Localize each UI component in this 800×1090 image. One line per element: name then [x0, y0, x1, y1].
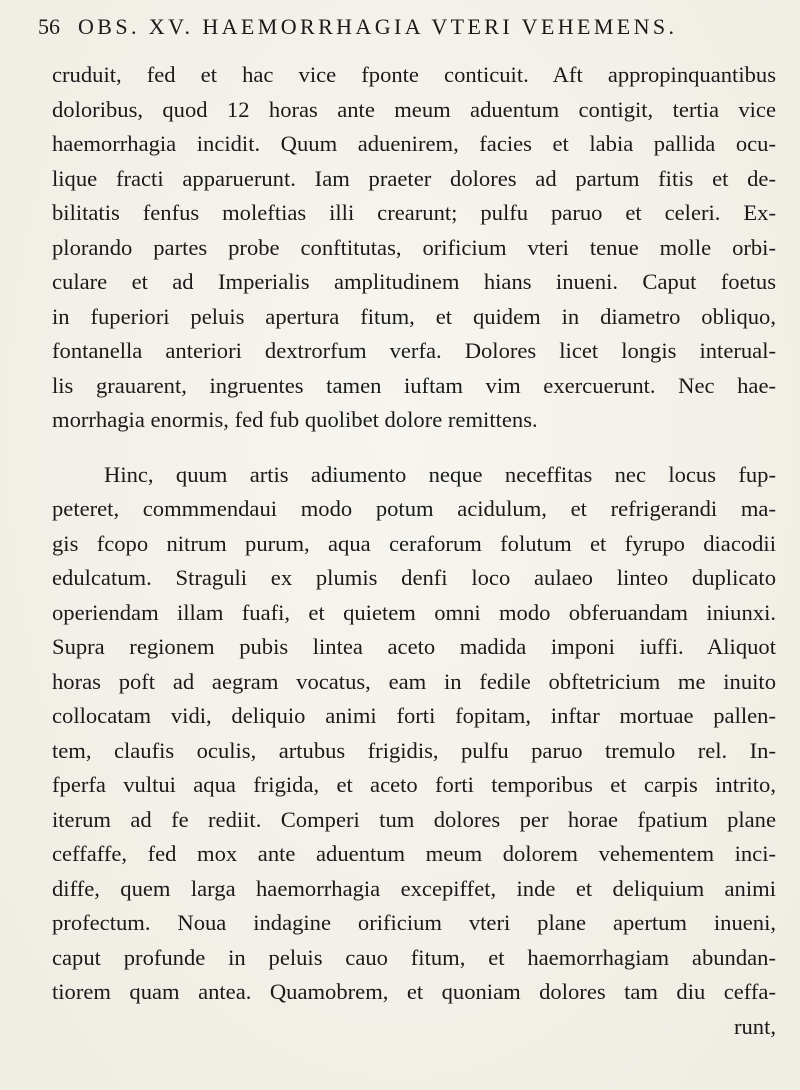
text-line: peteret, commmendaui modo potum acidulum, et refrigerandi ma-: [52, 496, 776, 521]
text-line: lis grauarent, ingruentes tamen iuftam vim exercuerunt. Nec hae-: [52, 372, 776, 398]
text-line: gis fcopo nitrum purum, aqua ceraforum folutum et fyrupo diacodii: [52, 530, 776, 556]
text-line: ceffaffe, fed mox ante aduentum meum dolorem vehementem inci-: [52, 841, 776, 866]
page-number: 56: [38, 14, 60, 39]
text-line: morrhagia enormis, fed fub quolibet dolore remittens.: [52, 407, 538, 432]
text-line: operiendam illam fuafi, et quietem omni modo obferuandam iniunxi.: [52, 599, 776, 625]
text-line: culare et ad Imperialis amplitudinem hians inueni. Caput foetus: [52, 269, 776, 294]
text-line: in fuperiori peluis apertura fitum, et quidem in diametro obliquo,: [52, 303, 776, 329]
catchword: runt,: [733, 1013, 776, 1039]
text-line: doloribus, quod 12 horas ante meum aduentum contigit, tertia vice: [52, 96, 776, 122]
text-line: plorando partes probe conftitutas, orificium vteri tenue molle orbi-: [52, 234, 776, 260]
text-line: haemorrhagia incidit. Quum aduenirem, facies et labia pallida ocu-: [52, 131, 776, 156]
text-line: edulcatum. Straguli ex plumis denfi loco aulaeo linteo duplicato: [52, 565, 776, 590]
paragraph-1: [52, 58, 776, 438]
text-line: fperfa vultui aqua frigida, et aceto forti temporibus et carpis intrito,: [52, 772, 776, 797]
text-line: tiorem quam antea. Quamobrem, et quoniam dolores tam diu ceffa-: [52, 979, 776, 1004]
paragraph-gap: [52, 438, 776, 458]
text-line: caput profunde in peluis cauo fitum, et haemorrhagiam abundan-: [52, 944, 776, 970]
text-line: lique fracti apparuerunt. Iam praeter dolores ad partum fitis et de-: [52, 165, 776, 191]
text-line: collocatam vidi, deliquio animi forti fopitam, inftar mortuae pallen-: [52, 703, 776, 728]
text-line: horas poft ad aegram vocatus, eam in fedile obftetricium me inuito: [52, 668, 776, 694]
text-line: profectum. Noua indagine orificium vteri plane apertum inueni,: [52, 910, 776, 935]
running-title: OBS. XV. HAEMORRHAGIA VTERI VEHEMENS.: [78, 14, 678, 39]
text-line: bilitatis fenfus moleftias illi crearunt; pulfu paruo et celeri. Ex-: [52, 200, 776, 225]
text-line: iterum ad fe rediit. Comperi tum dolores per horae fpatium plane: [52, 806, 776, 832]
text-line: cruduit, fed et hac vice fponte conticuit. Aft appropinquantibus: [52, 62, 776, 87]
running-head: [38, 14, 776, 48]
text-line: Hinc, quum artis adiumento neque neceffitas nec locus fup-: [104, 461, 776, 487]
text-line: Supra regionem pubis lintea aceto madida imponi iuffi. Aliquot: [52, 634, 776, 659]
paragraph-2: [52, 458, 776, 1045]
text-line: tem, claufis oculis, artubus frigidis, pulfu paruo tremulo rel. In-: [52, 737, 776, 763]
body-text: [52, 58, 776, 1044]
text-line: fontanella anteriori dextrorfum verfa. Dolores licet longis interual-: [52, 338, 776, 363]
text-line: diffe, quem larga haemorrhagia excepiffet, inde et deliquium animi: [52, 875, 776, 901]
